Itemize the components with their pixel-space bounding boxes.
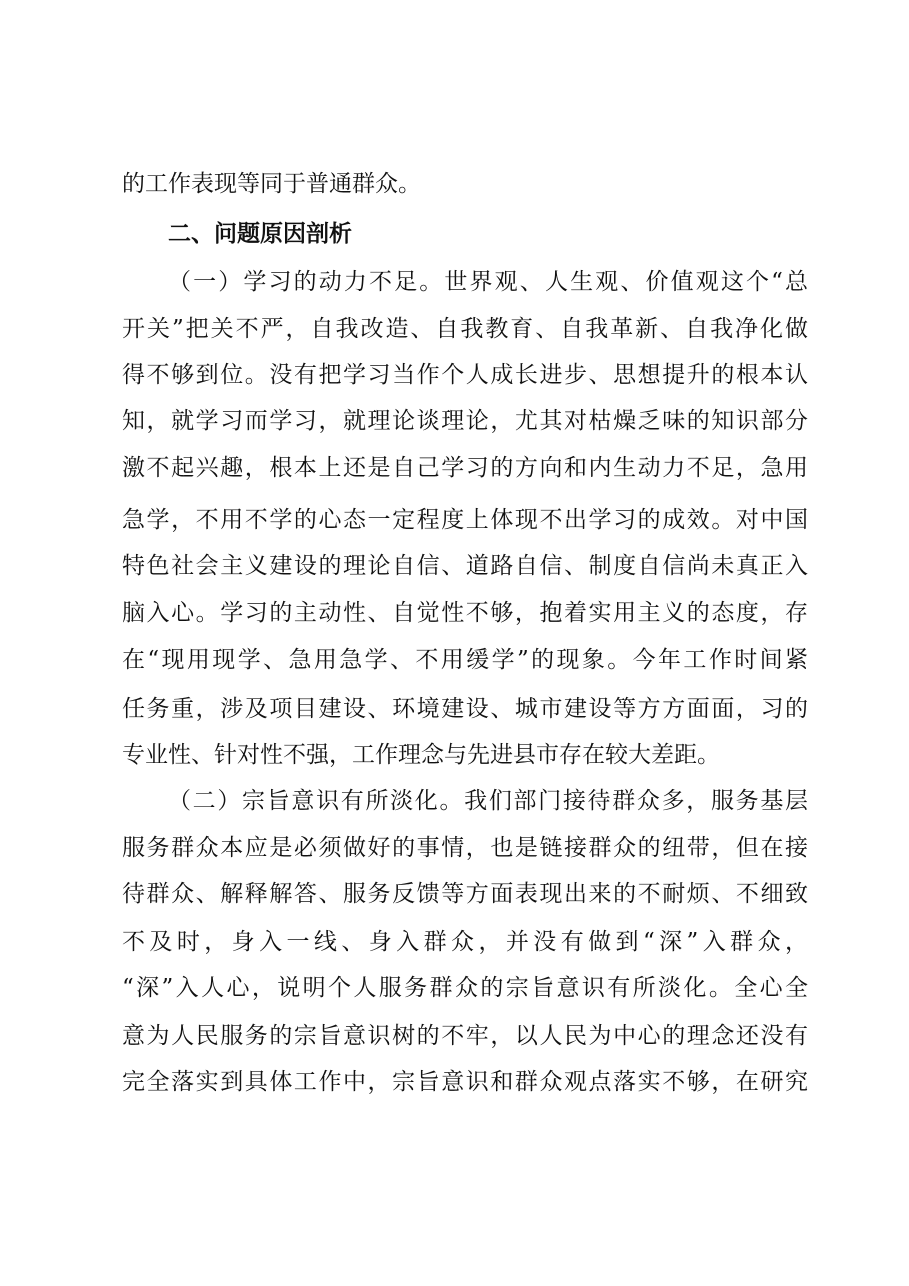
body-text-line: 的工作表现等同于普通群众。	[122, 171, 421, 197]
section-heading: 二、问题原因剖析	[168, 221, 352, 247]
paragraph-first-line: （二）宗旨意识有所淡化。我们部门接待群众多，服务基层	[168, 788, 808, 814]
body-text-line: “深”入人心，说明个人服务群众的宗旨意识有所淡化。全心全	[122, 975, 808, 1001]
body-text-line: 专业性、针对性不强，工作理念与先进县市存在较大差距。	[122, 742, 720, 768]
body-text-line: 在“现用现学、急用急学、不用缓学”的现象。今年工作时间紧	[122, 647, 808, 673]
body-text-line: 知，就学习而学习，就理论谈理论，尤其对枯燥乏味的知识部分	[122, 408, 808, 434]
body-text-line: 急学，不用不学的心态一定程度上体现不出学习的成效。对中国	[122, 507, 808, 533]
body-text-line: 得不够到位。没有把学习当作个人成长进步、思想提升的根本认	[122, 362, 808, 388]
body-text-line: 脑入心。学习的主动性、自觉性不够，抱着实用主义的态度，存	[122, 600, 808, 626]
body-text-line: 待群众、解释解答、服务反馈等方面表现出来的不耐烦、不细致	[122, 881, 808, 907]
body-text-line: 不及时，身入一线、身入群众，并没有做到“深”入群众，	[122, 929, 808, 955]
body-text-line: 意为人民服务的宗旨意识树的不牢，以人民为中心的理念还没有	[122, 1023, 808, 1049]
body-text-line: 任务重，涉及项目建设、环境建设、城市建设等方方面面，习的	[122, 696, 808, 722]
body-text-line: 完全落实到具体工作中，宗旨意识和群众观点落实不够，在研究	[122, 1069, 808, 1095]
body-text-line: 激不起兴趣，根本上还是自己学习的方向和内生动力不足，急用	[122, 455, 808, 481]
body-text-line: 服务群众本应是必须做好的事情，也是链接群众的纽带，但在接	[122, 835, 808, 861]
paragraph-first-line: （一）学习的动力不足。世界观、人生观、价值观这个“总	[168, 269, 808, 295]
body-text-line: 特色社会主义建设的理论自信、道路自信、制度自信尚未真正入	[122, 553, 808, 579]
body-text-line: 开关”把关不严，自我改造、自我教育、自我革新、自我净化做	[122, 316, 808, 342]
